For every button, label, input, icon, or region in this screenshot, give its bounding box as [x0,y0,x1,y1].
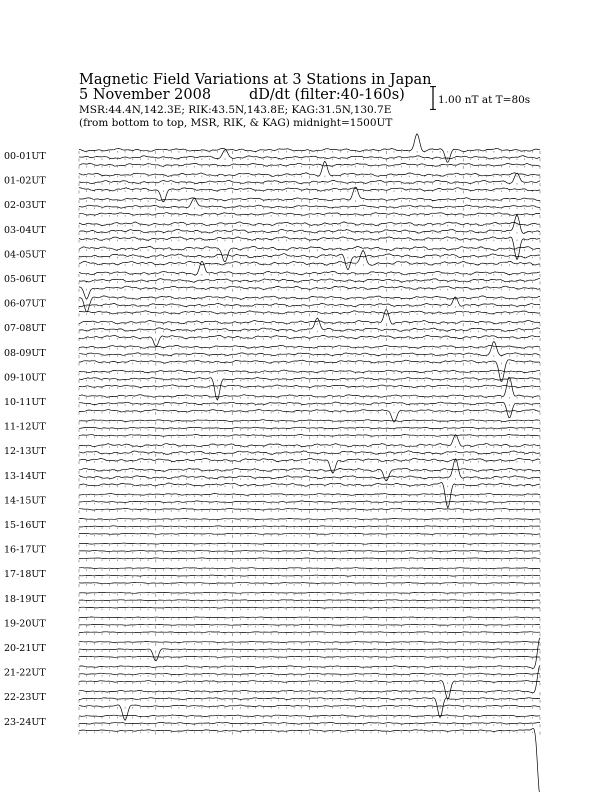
minute-ticks [79,724,540,727]
minute-ticks [79,503,540,506]
trace-kag-16-17UT [79,543,540,544]
trace-kag-14-15UT [79,494,540,496]
hour-label: 09-10UT [4,372,46,384]
hour-label: 10-11UT [4,397,46,408]
minute-ticks [79,471,540,474]
minute-ticks [79,372,540,375]
minute-ticks [79,412,540,415]
hour-label: 16-17UT [4,544,46,556]
minute-ticks [79,668,540,671]
hour-label: 21-22UT [4,667,46,679]
chart-title: Magnetic Field Variations at 3 Stations in Japan [79,72,432,88]
hour-label: 17-18UT [4,569,46,581]
trace-rik-17-18UT [79,575,540,576]
minute-ticks [79,552,540,555]
minute-ticks [79,584,540,587]
hour-label: 19-20UT [4,618,46,630]
minute-ticks [79,700,540,703]
minute-ticks [79,545,540,548]
trace-msr-18-19UT [79,607,540,608]
hour-label: 08-09UT [4,347,46,359]
minute-ticks [79,281,540,284]
trace-rik-23-24UT [79,722,540,724]
trace-kag-19-20UT [79,617,540,618]
trace-kag-06-07UT [79,296,540,312]
minute-ticks [79,323,540,326]
minute-ticks [79,166,540,169]
minute-ticks [79,299,540,302]
trace-msr-14-15UT [79,508,540,510]
minute-ticks [79,313,540,316]
station-order-note: (from bottom to top, MSR, RIK, & KAG) midnight=1500UT [79,117,393,129]
hour-label: 15-16UT [4,520,46,531]
minute-ticks [79,355,540,358]
hour-label: 22-23UT [4,692,46,704]
minute-ticks [79,520,540,523]
hour-label: 05-06UT [4,274,46,285]
minute-ticks [79,732,540,735]
minute-ticks [79,348,540,351]
minute-ticks [79,626,540,629]
minute-ticks [79,569,540,572]
minute-ticks [79,618,540,621]
minute-ticks [79,264,540,267]
trace-kag-02-03UT [79,187,540,201]
trace-msr-09-10UT [79,385,540,388]
minute-ticks [79,436,540,439]
minute-ticks [79,380,540,383]
minute-ticks [79,486,540,489]
minute-ticks [79,658,540,661]
trace-msr-05-06UT [79,286,540,299]
minute-ticks [79,675,540,678]
hour-label: 12-13UT [4,446,46,458]
minute-ticks [79,577,540,580]
trace-rik-21-22UT [79,673,540,675]
trace-rik-19-20UT [79,624,540,625]
trace-msr-19-20UT [79,632,540,633]
trace-rik-16-17UT [79,551,540,552]
trace-kag-09-10UT [79,370,540,373]
minute-ticks [79,232,540,235]
trace-kag-23-24UT [79,715,540,717]
minute-ticks [79,535,540,538]
minute-ticks [79,306,540,309]
minute-ticks [79,495,540,498]
minute-ticks [79,249,540,252]
minute-ticks [79,601,540,604]
trace-msr-16-17UT [79,558,540,559]
minute-ticks [79,643,540,646]
trace-msr-02-03UT [79,213,540,216]
scale-label: 1.00 nT at T=80s [438,94,531,106]
trace-rik-15-16UT [79,526,540,527]
trace-kag-17-18UT [79,568,540,569]
minute-ticks [79,650,540,653]
minute-ticks [79,429,540,432]
hour-label: 04-05UT [4,249,46,261]
trace-msr-23-24UT [79,728,540,792]
trace-kag-20-21UT [79,641,540,642]
trace-msr-20-21UT [79,656,540,657]
hour-label: 03-04UT [4,224,46,236]
minute-ticks [79,404,540,407]
station-coordinates: MSR:44.4N,142.3E; RIK:43.5N,143.8E; KAG:31.5N,130.7E [79,104,392,116]
hour-label: 06-07UT [4,298,46,310]
hour-label: 20-21UT [4,643,46,654]
minute-ticks [79,609,540,612]
trace-msr-17-18UT [79,583,540,584]
hour-label: 07-08UT [4,323,46,335]
trace-rik-14-15UT [79,501,540,503]
minute-ticks [79,461,540,464]
minute-ticks [79,454,540,457]
minute-ticks [79,633,540,636]
chart-quantity: dD/dt (filter:40-160s) [249,87,405,103]
minute-ticks [79,215,540,218]
minute-ticks [79,692,540,695]
minute-ticks [79,331,540,334]
hour-label: 01-02UT [4,175,46,187]
hour-label: 14-15UT [4,495,46,507]
hour-label: 23-24UT [4,716,46,728]
trace-msr-15-16UT [79,533,540,534]
minute-ticks [79,510,540,513]
trace-rik-11-12UT [79,427,540,429]
minute-ticks [79,200,540,203]
chart-date: 5 November 2008 [79,87,212,103]
minute-ticks [79,478,540,481]
minute-ticks [79,707,540,710]
minute-ticks [79,682,540,685]
hour-label: 13-14UT [4,470,46,482]
minute-ticks [79,363,540,366]
trace-kag-15-16UT [79,518,540,519]
hour-label: 18-19UT [4,593,46,605]
minute-ticks [79,158,540,161]
minute-ticks [79,446,540,449]
minute-ticks [79,208,540,211]
minute-ticks [79,151,540,154]
minute-ticks [79,176,540,179]
hour-label: 00-01UT [4,151,46,162]
minute-ticks [79,397,540,400]
minute-ticks [79,527,540,530]
trace-rik-18-19UT [79,600,540,601]
hour-label: 02-03UT [4,200,46,212]
minute-ticks [79,717,540,720]
hour-label: 11-12UT [4,421,46,433]
minute-ticks [79,594,540,597]
minute-ticks [79,422,540,425]
trace-rik-10-11UT [79,402,540,418]
trace-msr-11-12UT [79,435,540,437]
trace-kag-11-12UT [79,420,540,422]
trace-kag-18-19UT [79,592,540,593]
minute-ticks [79,559,540,562]
